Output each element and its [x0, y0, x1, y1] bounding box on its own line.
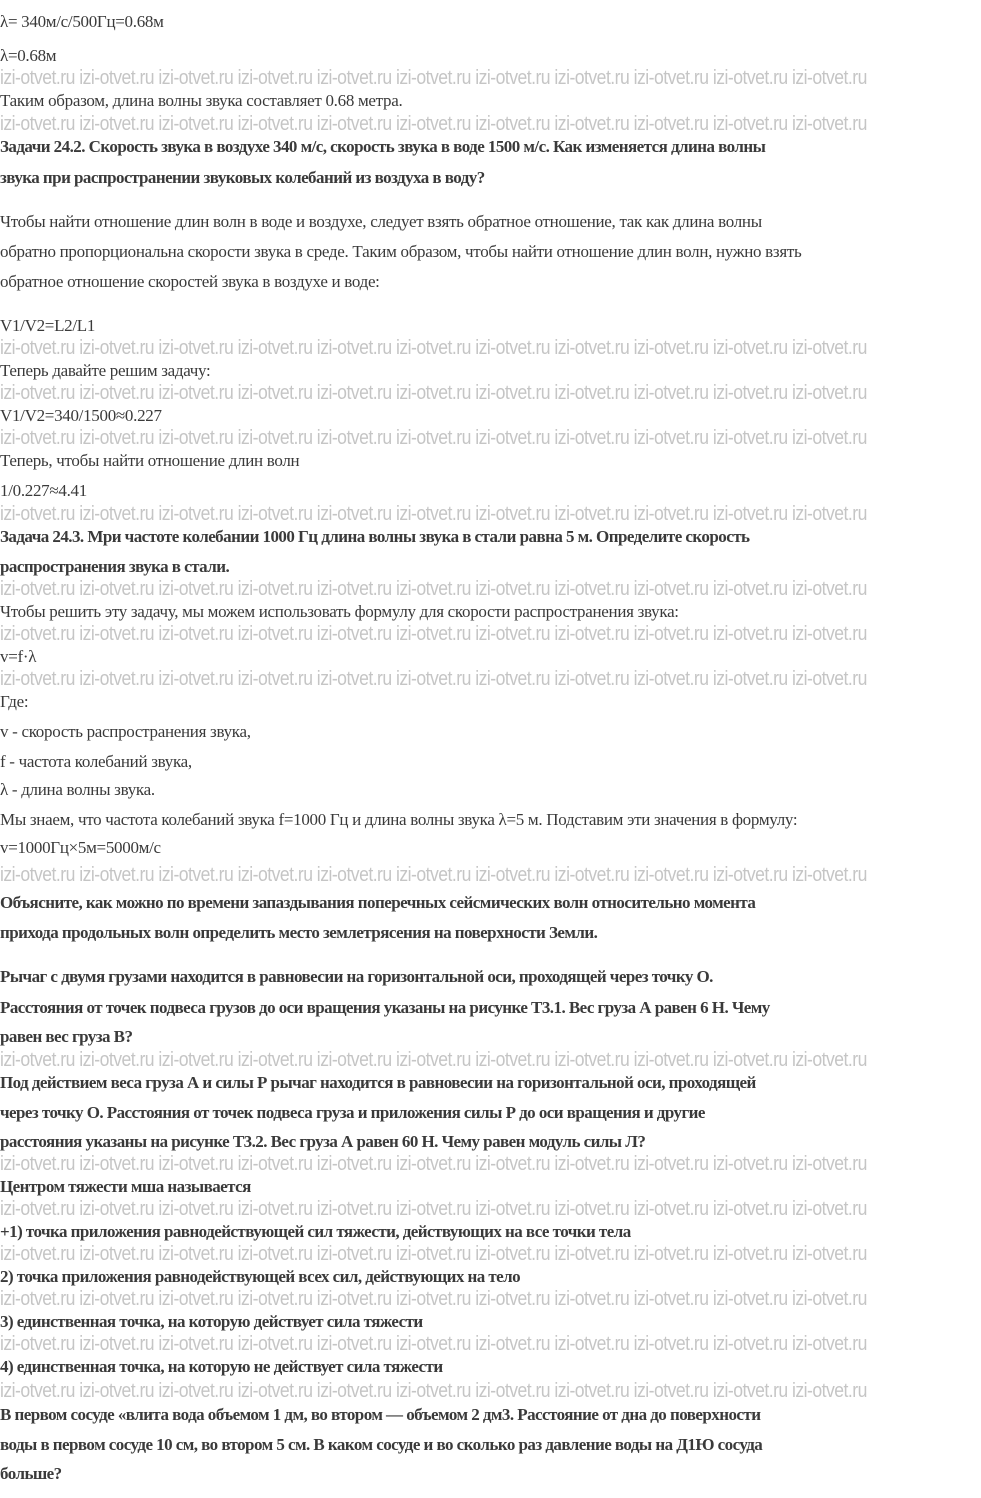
task-heading: прихода продольных волн определить место землетрясения на поверхности Земли. — [0, 923, 598, 942]
watermark-text: izi-otvet.ru izi-otvet.ru izi-otvet.ru izi-otvet.ru izi-otvet.ru izi-otvet.ru izi-otvet.ru izi-otvet.ru izi-otvet.ru izi-otvet.ru izi-otvet.ru — [0, 668, 867, 690]
text-line: обратно пропорциональна скорости звука в среде. Таким образом, чтобы найти отношение длин волн, нужно взять — [0, 242, 802, 261]
task-heading: воды в первом сосуде 10 см, во втором 5 см. В каком сосуде и во сколько раз давление воды на Д1Ю сосуда — [0, 1435, 763, 1454]
text-line: Чтобы решить эту задачу, мы можем использовать формулу для скорости распространения звука: — [0, 602, 679, 621]
formula-line: v=f·λ — [0, 647, 37, 666]
answer-option: +1) точка приложения равнодействующей сил тяжести, действующих на все точки тела — [0, 1222, 631, 1241]
formula-line: λ=0.68м — [0, 46, 57, 65]
text-line: Чтобы найти отношение длин волн в воде и воздухе, следует взять обратное отношение, так как длина волны — [0, 212, 762, 231]
watermark-text: izi-otvet.ru izi-otvet.ru izi-otvet.ru izi-otvet.ru izi-otvet.ru izi-otvet.ru izi-otvet.ru izi-otvet.ru izi-otvet.ru izi-otvet.ru izi-otvet.ru — [0, 427, 867, 449]
watermark-text: izi-otvet.ru izi-otvet.ru izi-otvet.ru izi-otvet.ru izi-otvet.ru izi-otvet.ru izi-otvet.ru izi-otvet.ru izi-otvet.ru izi-otvet.ru izi-otvet.ru — [0, 337, 867, 359]
watermark-text: izi-otvet.ru izi-otvet.ru izi-otvet.ru izi-otvet.ru izi-otvet.ru izi-otvet.ru izi-otvet.ru izi-otvet.ru izi-otvet.ru izi-otvet.ru izi-otvet.ru — [0, 1153, 867, 1175]
watermark-text: izi-otvet.ru izi-otvet.ru izi-otvet.ru izi-otvet.ru izi-otvet.ru izi-otvet.ru izi-otvet.ru izi-otvet.ru izi-otvet.ru izi-otvet.ru izi-otvet.ru — [0, 1380, 867, 1402]
watermark-text: izi-otvet.ru izi-otvet.ru izi-otvet.ru izi-otvet.ru izi-otvet.ru izi-otvet.ru izi-otvet.ru izi-otvet.ru izi-otvet.ru izi-otvet.ru izi-otvet.ru — [0, 382, 867, 404]
text-line: Где: — [0, 692, 29, 711]
watermark-text: izi-otvet.ru izi-otvet.ru izi-otvet.ru izi-otvet.ru izi-otvet.ru izi-otvet.ru izi-otvet.ru izi-otvet.ru izi-otvet.ru izi-otvet.ru izi-otvet.ru — [0, 623, 867, 645]
text-line: Теперь, чтобы найти отношение длин волн — [0, 451, 300, 470]
task-heading: Расстояния от точек подвеса грузов до оси вращения указаны на рисунке Т3.1. Вес груза А равен 6 Н. Чему — [0, 998, 770, 1017]
text-line: Мы знаем, что частота колебаний звука f=1000 Гц и длина волны звука λ=5 м. Подставим эти значения в формулу: — [0, 810, 798, 829]
watermark-text: izi-otvet.ru izi-otvet.ru izi-otvet.ru izi-otvet.ru izi-otvet.ru izi-otvet.ru izi-otvet.ru izi-otvet.ru izi-otvet.ru izi-otvet.ru izi-otvet.ru — [0, 1333, 867, 1355]
watermark-text: izi-otvet.ru izi-otvet.ru izi-otvet.ru izi-otvet.ru izi-otvet.ru izi-otvet.ru izi-otvet.ru izi-otvet.ru izi-otvet.ru izi-otvet.ru izi-otvet.ru — [0, 67, 867, 89]
watermark-text: izi-otvet.ru izi-otvet.ru izi-otvet.ru izi-otvet.ru izi-otvet.ru izi-otvet.ru izi-otvet.ru izi-otvet.ru izi-otvet.ru izi-otvet.ru izi-otvet.ru — [0, 578, 867, 600]
text-line: Таким образом, длина волны звука составляет 0.68 метра. — [0, 91, 403, 110]
formula-line: V1/V2=L2/L1 — [0, 316, 96, 335]
watermark-text: izi-otvet.ru izi-otvet.ru izi-otvet.ru izi-otvet.ru izi-otvet.ru izi-otvet.ru izi-otvet.ru izi-otvet.ru izi-otvet.ru izi-otvet.ru izi-otvet.ru — [0, 1198, 867, 1220]
task-heading: равен вес груза В? — [0, 1027, 133, 1046]
formula-line: v=1000Гц×5м=5000м/с — [0, 838, 161, 857]
answer-option: 2) точка приложения равнодействующей всех сил, действующих на тело — [0, 1267, 521, 1286]
watermark-text: izi-otvet.ru izi-otvet.ru izi-otvet.ru izi-otvet.ru izi-otvet.ru izi-otvet.ru izi-otvet.ru izi-otvet.ru izi-otvet.ru izi-otvet.ru izi-otvet.ru — [0, 1288, 867, 1310]
task-heading: Рычаг с двумя грузами находится в равновесии на горизонтальной оси, проходящей через точку О. — [0, 967, 713, 986]
task-heading: звука при распространении звуковых колебаний из воздуха в воду? — [0, 168, 485, 187]
text-line: f - частота колебаний звука, — [0, 752, 192, 771]
task-heading: Под действием веса груза А и силы Р рычаг находится в равновесии на горизонтальной оси, проходящей — [0, 1073, 756, 1092]
formula-line: V1/V2=340/1500≈0.227 — [0, 406, 162, 425]
watermark-text: izi-otvet.ru izi-otvet.ru izi-otvet.ru izi-otvet.ru izi-otvet.ru izi-otvet.ru izi-otvet.ru izi-otvet.ru izi-otvet.ru izi-otvet.ru izi-otvet.ru — [0, 113, 867, 135]
watermark-text: izi-otvet.ru izi-otvet.ru izi-otvet.ru izi-otvet.ru izi-otvet.ru izi-otvet.ru izi-otvet.ru izi-otvet.ru izi-otvet.ru izi-otvet.ru izi-otvet.ru — [0, 864, 867, 886]
task-heading: больше? — [0, 1464, 62, 1483]
text-line: Теперь давайте решим задачу: — [0, 361, 211, 380]
task-heading: распространения звука в стали. — [0, 557, 230, 576]
task-heading: Центром тяжести мша называется — [0, 1177, 251, 1196]
text-line: λ - длина волны звука. — [0, 780, 155, 799]
answer-option: 4) единственная точка, на которую не действует сила тяжести — [0, 1357, 443, 1376]
formula-line: 1/0.227≈4.41 — [0, 481, 87, 500]
text-line: обратное отношение скоростей звука в воздухе и воде: — [0, 272, 380, 291]
formula-line: λ= 340м/с/500Гц=0.68м — [0, 12, 164, 31]
task-heading: В первом сосуде «влита вода объемом 1 дм, во втором — объемом 2 дм3. Расстояние от дна до поверхности — [0, 1405, 761, 1424]
text-line: v - скорость распространения звука, — [0, 722, 251, 741]
task-heading: Объясните, как можно по времени запаздывания поперечных сейсмических волн относительно момента — [0, 893, 756, 912]
task-heading: расстояния указаны на рисунке Т3.2. Вес груза А равен 60 Н. Чему равен модуль силы Л? — [0, 1132, 646, 1151]
task-heading: через точку О. Расстояния от точек подвеса груза и приложения силы Р до оси вращения и другие — [0, 1103, 705, 1122]
watermark-text: izi-otvet.ru izi-otvet.ru izi-otvet.ru izi-otvet.ru izi-otvet.ru izi-otvet.ru izi-otvet.ru izi-otvet.ru izi-otvet.ru izi-otvet.ru izi-otvet.ru — [0, 1243, 867, 1265]
watermark-text: izi-otvet.ru izi-otvet.ru izi-otvet.ru izi-otvet.ru izi-otvet.ru izi-otvet.ru izi-otvet.ru izi-otvet.ru izi-otvet.ru izi-otvet.ru izi-otvet.ru — [0, 1049, 867, 1071]
watermark-text: izi-otvet.ru izi-otvet.ru izi-otvet.ru izi-otvet.ru izi-otvet.ru izi-otvet.ru izi-otvet.ru izi-otvet.ru izi-otvet.ru izi-otvet.ru izi-otvet.ru — [0, 503, 867, 525]
task-heading: Задача 24.3. Мри частоте колебании 1000 Гц длина волны звука в стали равна 5 м. Определите скорость — [0, 527, 750, 546]
task-heading: Задачи 24.2. Скорость звука в воздухе 340 м/с, скорость звука в воде 1500 м/с. Как изменяется длина волны — [0, 137, 766, 156]
answer-option: 3) единственная точка, на которую действует сила тяжести — [0, 1312, 423, 1331]
